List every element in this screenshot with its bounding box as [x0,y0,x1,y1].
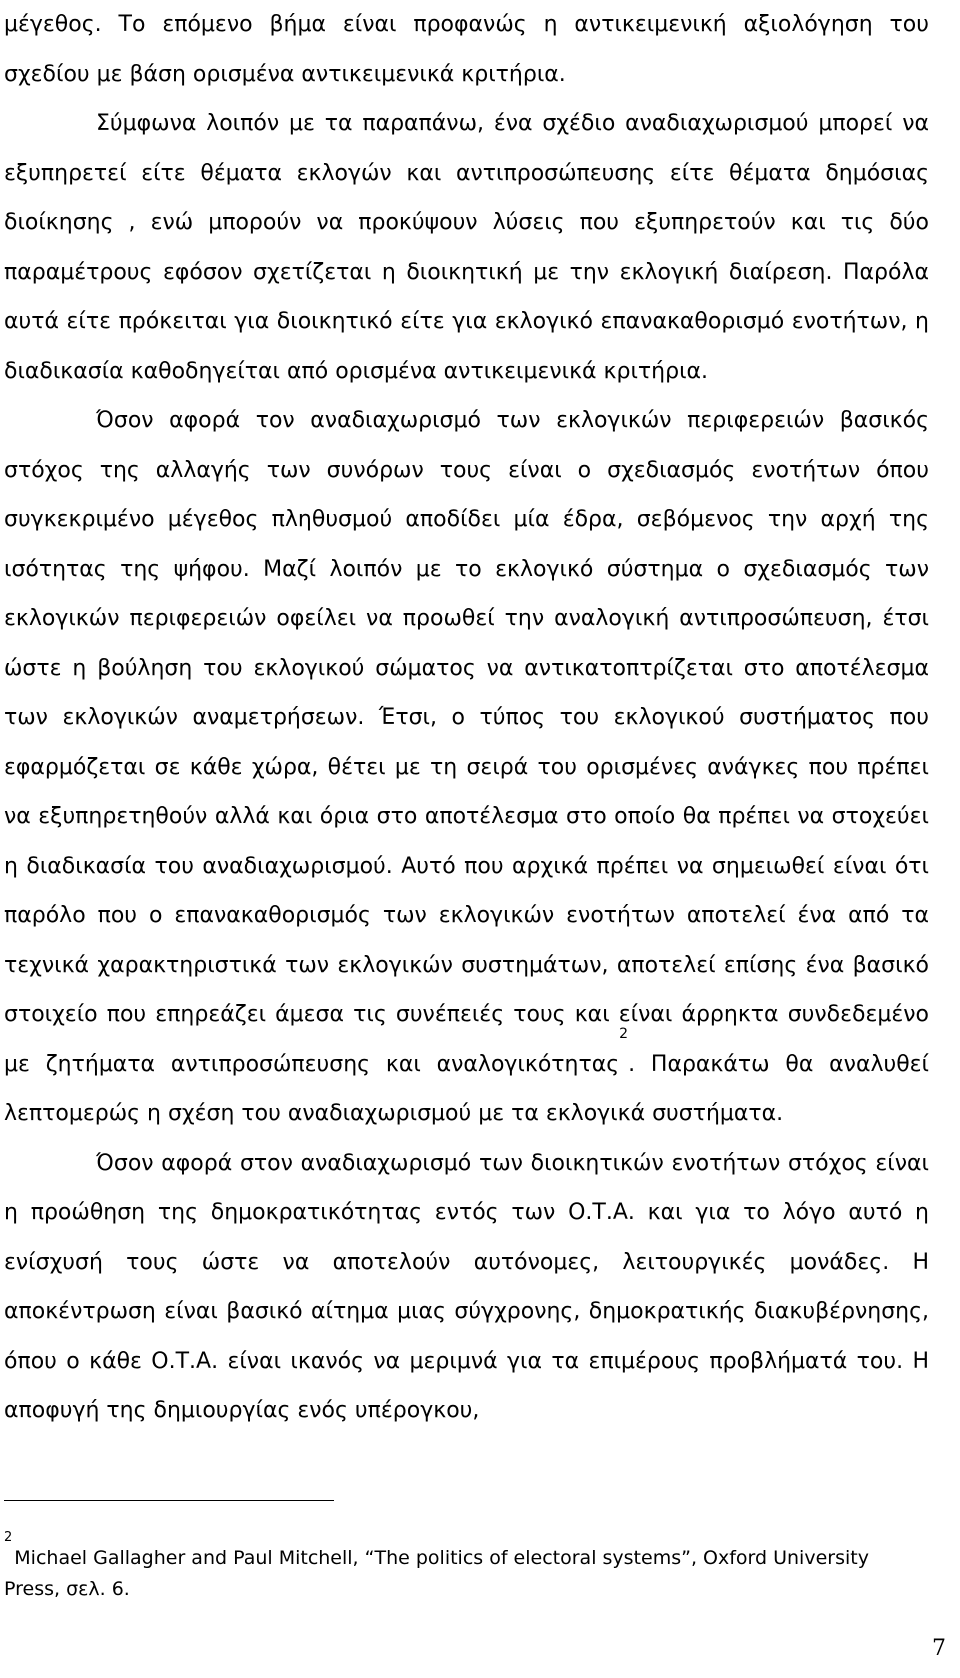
paragraph-electoral-text-after-ref: . Παρακάτω θα αναλυθεί λεπτομερώς η σχέση του αναδιαχωρισμού με τα εκλογικά συστήματα. [4,1051,930,1126]
paragraph-electoral-districts [4,396,929,1139]
body-text [4,0,929,1436]
footnote-mark: 2 [4,1530,13,1545]
page-number: 7 [932,1636,946,1661]
paragraph-intro: μέγεθος. Το επόμενο βήμα είναι προφανώς η αντικειμενική αξιολόγηση του σχεδίου με βάση ορισμένα αντικειμενικά κριτήρια. [4,12,929,87]
paragraph-electoral-text-before-ref: Όσον αφορά τον αναδιαχωρισμό των εκλογικών περιφερειών βασικός στόχος της αλλαγής των συνόρων τους είναι ο σχεδιασμός ενοτήτων όπου συγκεκριμένο μέγεθος πληθυσμού αποδίδει μία έδρα, σεβόμενος την αρχή της ισότητας της ψήφου. Μαζί λοιπόν με το εκλογικό σύστημα ο σχεδιασμός των εκλογικών περιφερειών οφείλει να προωθεί την αναλογική αντιπροσώπευση, έτσι ώστε η βούληση του εκλογικού σώματος να αντικατοπτρίζεται στο αποτέλεσμα των εκλογικών αναμετρήσεων. Έτσι, ο τύπος του εκλογικού συστήματος που εφαρμόζεται σε κάθε χώρα, θέτει με τη σειρά του ορισμένες ανάγκες που πρέπει να εξυπηρετηθούν αλλά και όρια στο αποτέλεσμα στο οποίο θα πρέπει να στοχεύει η διαδικασία του αναδιαχωρισμού. Αυτό που αρχικά πρέπει να σημειωθεί είναι ότι παρόλο που ο επανακαθορισμός των εκλογικών ενοτήτων αποτελεί ένα από τα τεχνικά χαρακτηριστικά των εκλογικών συστημάτων, αποτελεί επίσης ένα βασικό στοιχείο που επηρεάζει άμεσα τις συνέπειές τους και είναι άρρηκτα συνδεδεμένο με ζητήματα αντιπροσώπευσης και αναλογικότητας [4,408,929,1077]
footnote-separator [4,1500,334,1501]
footnote [4,1530,929,1605]
paragraph-administrative-units: Όσον αφορά στον αναδιαχωρισμό των διοικητικών ενοτήτων στόχος είναι η προώθηση της δημοκρατικότητας εντός των Ο.Τ.Α. και για το λόγο αυτό η ενίσχυσή τους ώστε να αποτελούν αυτόνομες, λειτουργικές μονάδες. Η αποκέντρωση είναι βασικό αίτημα μιας σύγχρονης, δημοκρατικής διακυβέρνησης, όπου ο κάθε Ο.Τ.Α. είναι ικανός να μεριμνά για τα επιμέρους προβλήματά του. Η αποφυγή της δημιουργίας ενός υπέρογκου, [4,1150,929,1423]
footnote-reference[interactable]: 2 [619,1025,629,1042]
paragraph-redistricting-purposes: Σύμφωνα λοιπόν με τα παραπάνω, ένα σχέδιο αναδιαχωρισμού μπορεί να εξυπηρετεί είτε θέματα εκλογών και αντιπροσώπευσης είτε θέματα δημόσιας διοίκησης , ενώ μπορούν να προκύψουν λύσεις που εξυπηρετούν και τις δύο παραμέτρους εφόσον σχετίζεται η διοικητική με την εκλογική διαίρεση. Παρόλα αυτά είτε πρόκειται για διοικητικό είτε για εκλογικό επανακαθορισμό ενοτήτων, η διαδικασία καθοδηγείται από ορισμένα αντικειμενικά κριτήρια. [4,111,929,384]
footnote-text: Michael Gallagher and Paul Mitchell, “The politics of electoral systems”, Oxford University Press, σελ. 6. [4,1547,869,1600]
